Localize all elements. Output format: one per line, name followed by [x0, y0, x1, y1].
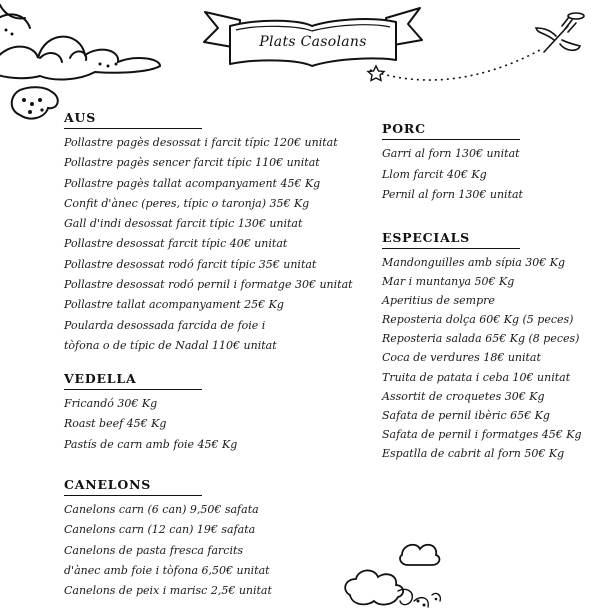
menu-item: Roast beef 45€ Kg: [64, 417, 167, 431]
menu-item: Poularda desossada farcida de foie i: [64, 318, 266, 332]
menu-item: Truita de patata i ceba 10€ unitat: [382, 370, 571, 384]
section-title-porc: PORC: [382, 121, 520, 140]
menu-item: Canelons carn (6 can) 9,50€ safata: [64, 503, 259, 516]
menu-item: d'ànec amb foie i tòfona 6,50€ unitat: [64, 563, 270, 577]
page-title: Plats Casolans: [259, 34, 367, 50]
menu-item: Reposteria salada 65€ Kg (8 peces): [382, 332, 580, 346]
menu-item: Canelons de peix i marisc 2,5€ unitat: [64, 584, 272, 598]
item-list-porc: [382, 144, 523, 206]
section-canelons: [64, 474, 272, 601]
star-icon: [368, 66, 384, 81]
menu-item: Reposteria dolça 60€ Kg (5 peces): [382, 313, 574, 327]
menu-item: Fricandó 30€ Kg: [64, 397, 158, 410]
section-title-vedella: VEDELLA: [64, 371, 202, 390]
menu-item: Mandonguilles amb sípia 30€ Kg: [382, 256, 566, 269]
menu-item: Llom farcit 40€ Kg: [382, 167, 487, 181]
menu-item: Canelons carn (12 can) 19€ safata: [64, 523, 256, 537]
section-porc: [382, 118, 523, 206]
menu-item: Confit d'ànec (peres, típic o taronja) 35€ Kg: [64, 196, 310, 210]
item-list-canelons: [64, 500, 272, 601]
item-list-especials: [382, 253, 582, 463]
menu-item: Espatlla de cabrit al forn 50€ Kg: [382, 446, 565, 460]
item-list-aus: [64, 133, 353, 356]
menu-item: Safata de pernil i formatges 45€ Kg: [382, 427, 582, 441]
dotted-trail-icon: [360, 40, 550, 90]
section-aus: [64, 107, 353, 356]
menu-item: Pastís de carn amb foie 45€ Kg: [64, 437, 238, 451]
menu-item: tòfona o de típic de Nadal 110€ unitat: [64, 338, 277, 352]
menu-item: Pollastre tallat acompanyament 25€ Kg: [64, 298, 284, 312]
menu-item: Mar i muntanya 50€ Kg: [382, 275, 515, 289]
menu-item: Pernil al forn 130€ unitat: [382, 188, 523, 201]
menu-item: Pollastre pagès sencer farcit típic 110€ unitat: [64, 156, 320, 170]
section-title-canelons: CANELONS: [64, 477, 202, 496]
menu-item: Pollastre desossat rodó farcit típic 35€ unitat: [64, 257, 317, 271]
menu-item: Canelons de pasta fresca farcits: [64, 543, 244, 557]
menu-item: Assortit de croquetes 30€ Kg: [382, 389, 545, 403]
menu-item: Aperitius de sempre: [382, 294, 495, 308]
section-vedella: [64, 368, 237, 455]
menu-item: Garri al forn 130€ unitat: [382, 147, 520, 160]
menu-item: Safata de pernil ibèric 65€ Kg: [382, 408, 550, 422]
menu-item: Pollastre desossat farcit típic 40€ unitat: [64, 237, 288, 251]
menu-item: Pollastre pagès tallat acompanyament 45€ Kg: [64, 176, 321, 190]
section-title-especials: ESPECIALS: [382, 230, 520, 249]
section-title-aus: AUS: [64, 110, 202, 129]
section-especials: [382, 227, 582, 463]
menu-item: Coca de verdures 18€ unitat: [382, 351, 541, 365]
item-list-vedella: [64, 394, 237, 455]
cloud-icon: [340, 535, 450, 616]
menu-item: Pollastre pagès desossat i farcit típic 120€ unitat: [64, 136, 338, 149]
menu-item: Pollastre desossat rodó pernil i formatge 30€ unitat: [64, 278, 353, 292]
winged-fork-icon: [532, 10, 588, 60]
menu-item: Gall d'indi desossat farcit típic 130€ unitat: [64, 217, 303, 231]
